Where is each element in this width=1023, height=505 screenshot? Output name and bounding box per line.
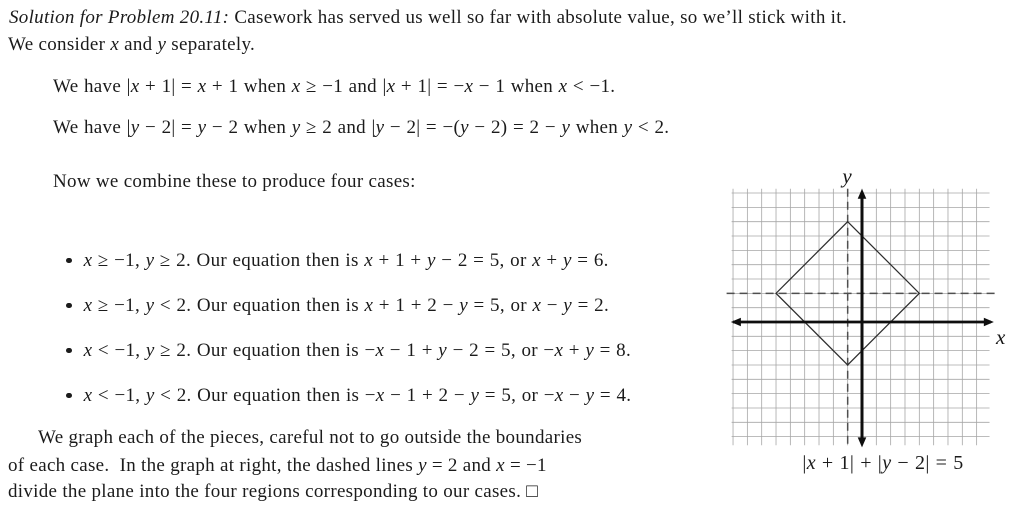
closing-para-line3: divide the plane into the four regions corresponding to our cases. □	[8, 481, 538, 502]
four-cases-intro: Now we combine these to produce four cases:	[53, 171, 416, 192]
closing-para-line1: We graph each of the pieces, careful not to go outside the boundaries	[38, 427, 583, 448]
bullet-icon	[66, 393, 72, 399]
case-bullet-4-text: x < −1, y < 2. Our equation then is −x − 1 + 2 − y = 5, or −x − y = 4.	[83, 385, 632, 406]
solution-para1-line2: We consider x and y separately.	[8, 34, 256, 55]
case-bullet-2-text: x ≥ −1, y < 2. Our equation then is x + 1 + 2 − y = 5, or x − y = 2.	[83, 295, 609, 316]
abs-y-case-line: We have |y − 2| = y − 2 when y ≥ 2 and |y − 2| = −(y − 2) = 2 − y when y < 2.	[53, 117, 670, 138]
solution-para1-line1: Solution for Problem 20.11: Casework has served us well so far with absolute value, so we’ll stick with it.	[9, 7, 847, 28]
case-bullet-3	[55, 319, 631, 361]
x-axis-label: x	[996, 325, 1006, 349]
graph-caption: |x + 1| + |y − 2| = 5	[802, 452, 964, 474]
bullet-icon	[66, 348, 72, 354]
y-axis-label: y	[842, 164, 852, 188]
bullet-icon	[66, 258, 72, 264]
graph-svg	[724, 163, 1023, 451]
case-bullet-1	[55, 229, 609, 271]
closing-para-line2: of each case. In the graph at right, the dashed lines y = 2 and x = −1	[8, 455, 547, 476]
case-bullet-4	[55, 364, 631, 406]
bullet-icon	[66, 303, 72, 309]
graph-shapes	[727, 189, 997, 448]
case-bullet-3-text: x < −1, y ≥ 2. Our equation then is −x − 1 + y − 2 = 5, or −x + y = 8.	[83, 340, 632, 361]
coordinate-plane-figure	[724, 163, 1023, 451]
abs-x-case-line: We have |x + 1| = x + 1 when x ≥ −1 and |x + 1| = −x − 1 when x < −1.	[53, 76, 616, 97]
case-bullet-2	[55, 274, 609, 316]
case-bullet-1-text: x ≥ −1, y ≥ 2. Our equation then is x + 1 + y − 2 = 5, or x + y = 6.	[83, 250, 609, 271]
